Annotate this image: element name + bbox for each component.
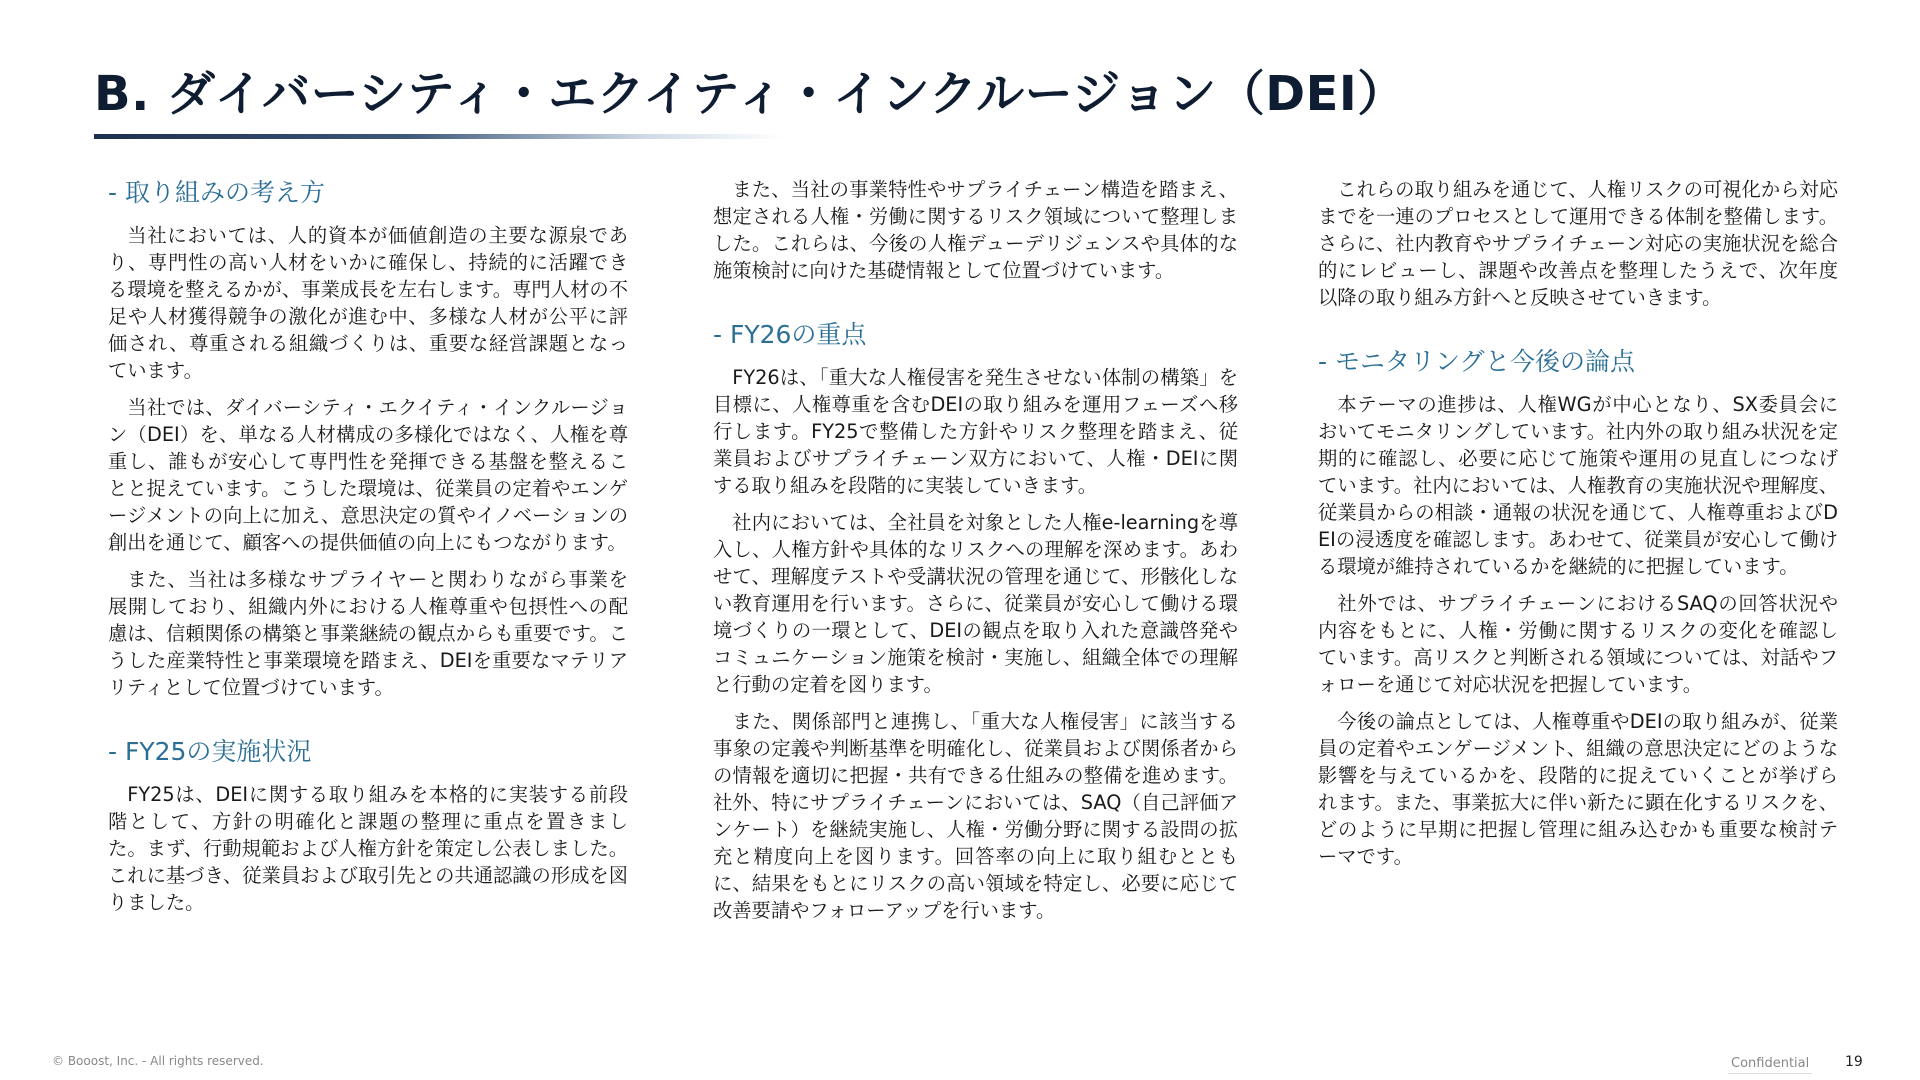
paragraph: 今後の論点としては、人権尊重やDEIの取り組みが、従業員の定着やエンゲージメント、組織の意思決定にどのような影響を与えているかを、段階的に捉えていくことが挙げられます。また、事業拡大に伴い新たに顕在化するリスクを、どのように早期に把握し管理に組み込むかも重要な検討テーマです。 (1318, 709, 1838, 868)
title-underline (94, 134, 784, 139)
paragraph: 本テーマの進捗は、人権WGが中心となり、SX委員会においてモニタリングしています。社内外の取り組み状況を定期的に確認し、必要に応じて施策や運用の見直しにつなげています。社内においては、人権教育の実施状況や理解度、従業員からの相談・通報の状況を通じて、人権尊重およびDEIの浸透度を確認します。あわせて、従業員が安心して働ける環境が維持されているかを継続的に把握しています。 (1318, 392, 1838, 578)
paragraph: FY25は、DEIに関する取り組みを本格的に実装する前段階として、方針の明確化と課題の整理に重点を置きました。まず、行動規範および人権方針を策定し公表しました。これに基づき、従業員および取引先との共通認識の形成を図りました。 (108, 782, 628, 914)
content-column-3 (1318, 176, 1838, 880)
paragraph: また、関係部門と連携し、「重大な人権侵害」に該当する事象の定義や判断基準を明確化し、従業員および関係者からの情報を適切に把握・共有できる仕組みの整備を進めます。社外、特にサプライチェーンにおいては、SAQ（自己評価アンケート）を継続実施し、人権・労働分野に関する設問の拡充と精度向上を図ります。回答率の向上に取り組むとともに、結果をもとにリスクの高い領域を特定し、必要に応じて改善要請やフォローアップを行います。 (713, 709, 1238, 922)
page-title: B. ダイバーシティ・エクイティ・インクルージョン（DEI） (94, 66, 1406, 122)
content-column-2 (713, 176, 1238, 934)
paragraph: 社外では、サプライチェーンにおけるSAQの回答状況や内容をもとに、人権・労働に関するリスクの変化を確認しています。高リスクと判断される領域については、対話やフォローを通じて対応状況を把握しています。 (1318, 591, 1838, 696)
section-heading-approach: - 取り組みの考え方 (108, 178, 325, 207)
section-heading-monitoring: - モニタリングと今後の論点 (1318, 347, 1635, 376)
paragraph: 当社では、ダイバーシティ・エクイティ・インクルージョン（DEI）を、単なる人材構成の多様化ではなく、人権を尊重し、誰もが安心して専門性を発揮できる基盤を整えることと捉えています。こうした環境は、従業員の定着やエンゲージメントの向上に加え、意思決定の質やイノベーションの創出を通じて、顧客への提供価値の向上にもつながります。 (108, 395, 628, 554)
paragraph: 社内においては、全社員を対象とした人権e-learningを導入し、人権方針や具体的なリスクへの理解を深めます。あわせて、理解度テストや受講状況の管理を通じて、形骸化しない教育運用を行います。さらに、従業員が安心して働ける環境づくりの一環として、DEIの観点を取り入れた意識啓発やコミュニケーション施策を検討・実施し、組織全体での理解と行動の定着を図ります。 (713, 510, 1238, 696)
paragraph: 当社においては、人的資本が価値創造の主要な源泉であり、専門性の高い人材をいかに確保し、持続的に活躍できる環境を整えるかが、事業成長を左右します。専門人材の不足や人材獲得競争の激化が進む中、多様な人材が公平に評価され、尊重される組織づくりは、重要な経営課題となっています。 (108, 223, 628, 382)
paragraph: これらの取り組みを通じて、人権リスクの可視化から対応までを一連のプロセスとして運用できる体制を整備します。さらに、社内教育やサプライチェーン対応の実施状況を総合的にレビューし、課題や改善点を整理したうえで、次年度以降の取り組み方針へと反映させていきます。 (1318, 178, 1838, 309)
paragraph: FY26は、「重大な人権侵害を発生させない体制の構築」を目標に、人権尊重を含むDEIの取り組みを運用フェーズへ移行します。FY25で整備した方針やリスク整理を踏まえ、従業員およびサプライチェーン双方において、人権・DEIに関する取り組みを段階的に実装していきます。 (713, 365, 1238, 497)
page-number: 19 (1845, 1054, 1863, 1070)
content-column-1 (108, 176, 628, 926)
section-heading-fy25: - FY25の実施状況 (108, 736, 312, 766)
footer-copyright: © Booost, Inc. - All rights reserved. (52, 1054, 264, 1068)
paragraph: また、当社の事業特性やサプライチェーン構造を踏まえ、想定される人権・労働に関するリスク領域について整理しました。これらは、今後の人権デューデリジェンスや具体的な施策検討に向けた基礎情報として位置づけています。 (713, 178, 1238, 282)
confidential-label: Confidential (1728, 1056, 1812, 1074)
section-heading-fy26: - FY26の重点 (713, 320, 867, 349)
paragraph: また、当社は多様なサプライヤーと関わりながら事業を展開しており、組織内外における人権尊重や包摂性への配慮は、信頼関係の構築と事業継続の観点からも重要です。こうした産業特性と事業環境を踏まえ、DEIを重要なマテリアリティとして位置づけています。 (108, 567, 628, 699)
